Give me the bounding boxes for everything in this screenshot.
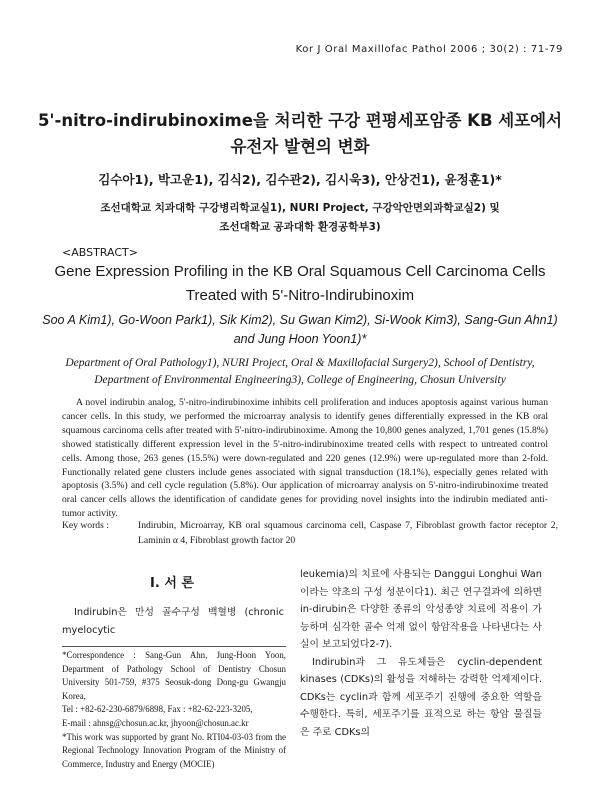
keywords-text: Indirubin, Microarray, KB oral squamous carcinoma cell, Caspase 7, Fibroblast growth factor receptor 2, Laminin α 4, Fibroblast growth factor 20	[138, 520, 558, 546]
footnote-correspondence: *Correspondence : Sang-Gun Ahn, Jung-Hoon Yoon, Department of Pathology School of Dentistry Chosun University 501-759, #375 Seosuk-dong Dong-gu Gwangju Korea,	[62, 650, 286, 701]
abstract-label: <ABSTRACT>	[62, 246, 138, 259]
english-authors-line-2: and Jung Hoon Yoon1)*	[233, 332, 367, 346]
keywords-label: Key words :	[62, 520, 109, 531]
korean-affiliation-line-2: 조선대학교 공과대학 환경공학부3)	[219, 221, 381, 233]
keywords-block	[62, 519, 558, 548]
english-title-line-1: Gene Expression Profiling in the KB Oral Squamous Cell Carcinoma Cells	[54, 263, 546, 280]
korean-authors: 김수아1), 박고운1), 김식2), 김수관2), 김시욱3), 안상건1), 윤정훈1)*	[98, 172, 502, 187]
section-heading-introduction: I. 서 론	[150, 576, 194, 591]
english-title-line-2: Treated with 5'-Nitro-Indirubinoxim	[185, 287, 415, 304]
footnote-email: E-mail : ahnsg@chosun.ac.kr, jhyoon@chosun.ac.kr	[62, 717, 249, 728]
footnote-tel-fax: Tel : +82-62-230-6879/6898, Fax : +82-62-223-3205,	[62, 704, 253, 715]
english-authors-line-1: Soo A Kim1), Go-Woon Park1), Sik Kim2), Su Gwan Kim2), Si-Wook Kim3), Sang-Gun Ahn1)	[42, 313, 558, 327]
intro-paragraph-2: Indirubin과 그 유도체들은 cyclin-dependent kinases (CDKs)의 활성을 저해하는 강력한 억제제이다. CDKs는 cyclin과 함께 세포주기 진행에 중요한 역할을 수행한다. 특히, 세포주기를 표적으로 하는 항암 물질들은 주로 CDKs의	[300, 656, 542, 738]
abstract-body: A novel indirubin analog, 5'-nitro-indirubinoxime inhibits cell proliferation and induces apoptosis against various human cancer cells. In this study, we performed the microarray analysis to identify genes differentially expressed in the KB oral squamous carcinoma cells after treated with 5'-nitro-indirubinoxime. Among the 10,800 genes analyzed, 1,701 genes (15.8%) showed statistically different expression level in the 5'-nitro-indirubinoxime treated cells with respect to untreated control cells. Among those, 263 genes (15.5%) were down-regulated and 220 genes (12.9%) were up-regulated more than 2-fold. Functionally related gene clusters include genes associated with signal transduction (18.1%), especially genes related with apoptosis (3.5%) and cell cycle regulation (5.8%). Our application of microarray analysis on 5'-nitro-indirubinoxime treated oral cancer cells allows the identification of candidate genes for providing novel insights into the indirubin mediated anti-tumor activity.	[62, 397, 548, 520]
english-affiliation-line-1: Department of Oral Pathology1), NURI Project, Oral & Maxillofacial Surgery2), School of Dentistry,	[65, 357, 535, 369]
english-affiliation-line-2: Department of Environmental Engineering3), College of Engineering, Chosun University	[94, 374, 506, 386]
korean-affiliation-line-1: 조선대학교 치과대학 구강병리학교실1), NURI Project, 구강악안면외과학교실2) 및	[100, 202, 500, 214]
intro-right-column	[300, 566, 542, 741]
intro-left-paragraph: Indirubin은 만성 골수구성 백혈병 (chronic myelocytic	[62, 607, 284, 636]
intro-paragraph-1: leukemia)의 치료에 사용되는 Danggui Longhui Wan 이라는 약초의 구성 성분이다1). 최근 연구결과에 의하면 in-dirubin은 다양한 종류의 악성종양 치료에 적용이 가능하며 심각한 골수 억제 없이 항암작용을 나타낸다는 사실이 보고되었다2-7).	[300, 569, 542, 650]
korean-title-line-2: 유전자 발현의 변화	[230, 137, 370, 156]
footnote-support: *This work was supported by grant No. RTI04-03-03 from the Regional Technology Innovation Program of the Ministry of Commerce, Industry and Energy (MOCIE)	[62, 731, 286, 769]
footnotes	[62, 646, 286, 771]
korean-title-line-1: 5'-nitro-indirubinoxime을 처리한 구강 편평세포암종 KB 세포에서	[37, 111, 563, 130]
journal-citation: Kor J Oral Maxillofac Pathol 2006 ; 30(2) : 71-79	[295, 44, 563, 55]
